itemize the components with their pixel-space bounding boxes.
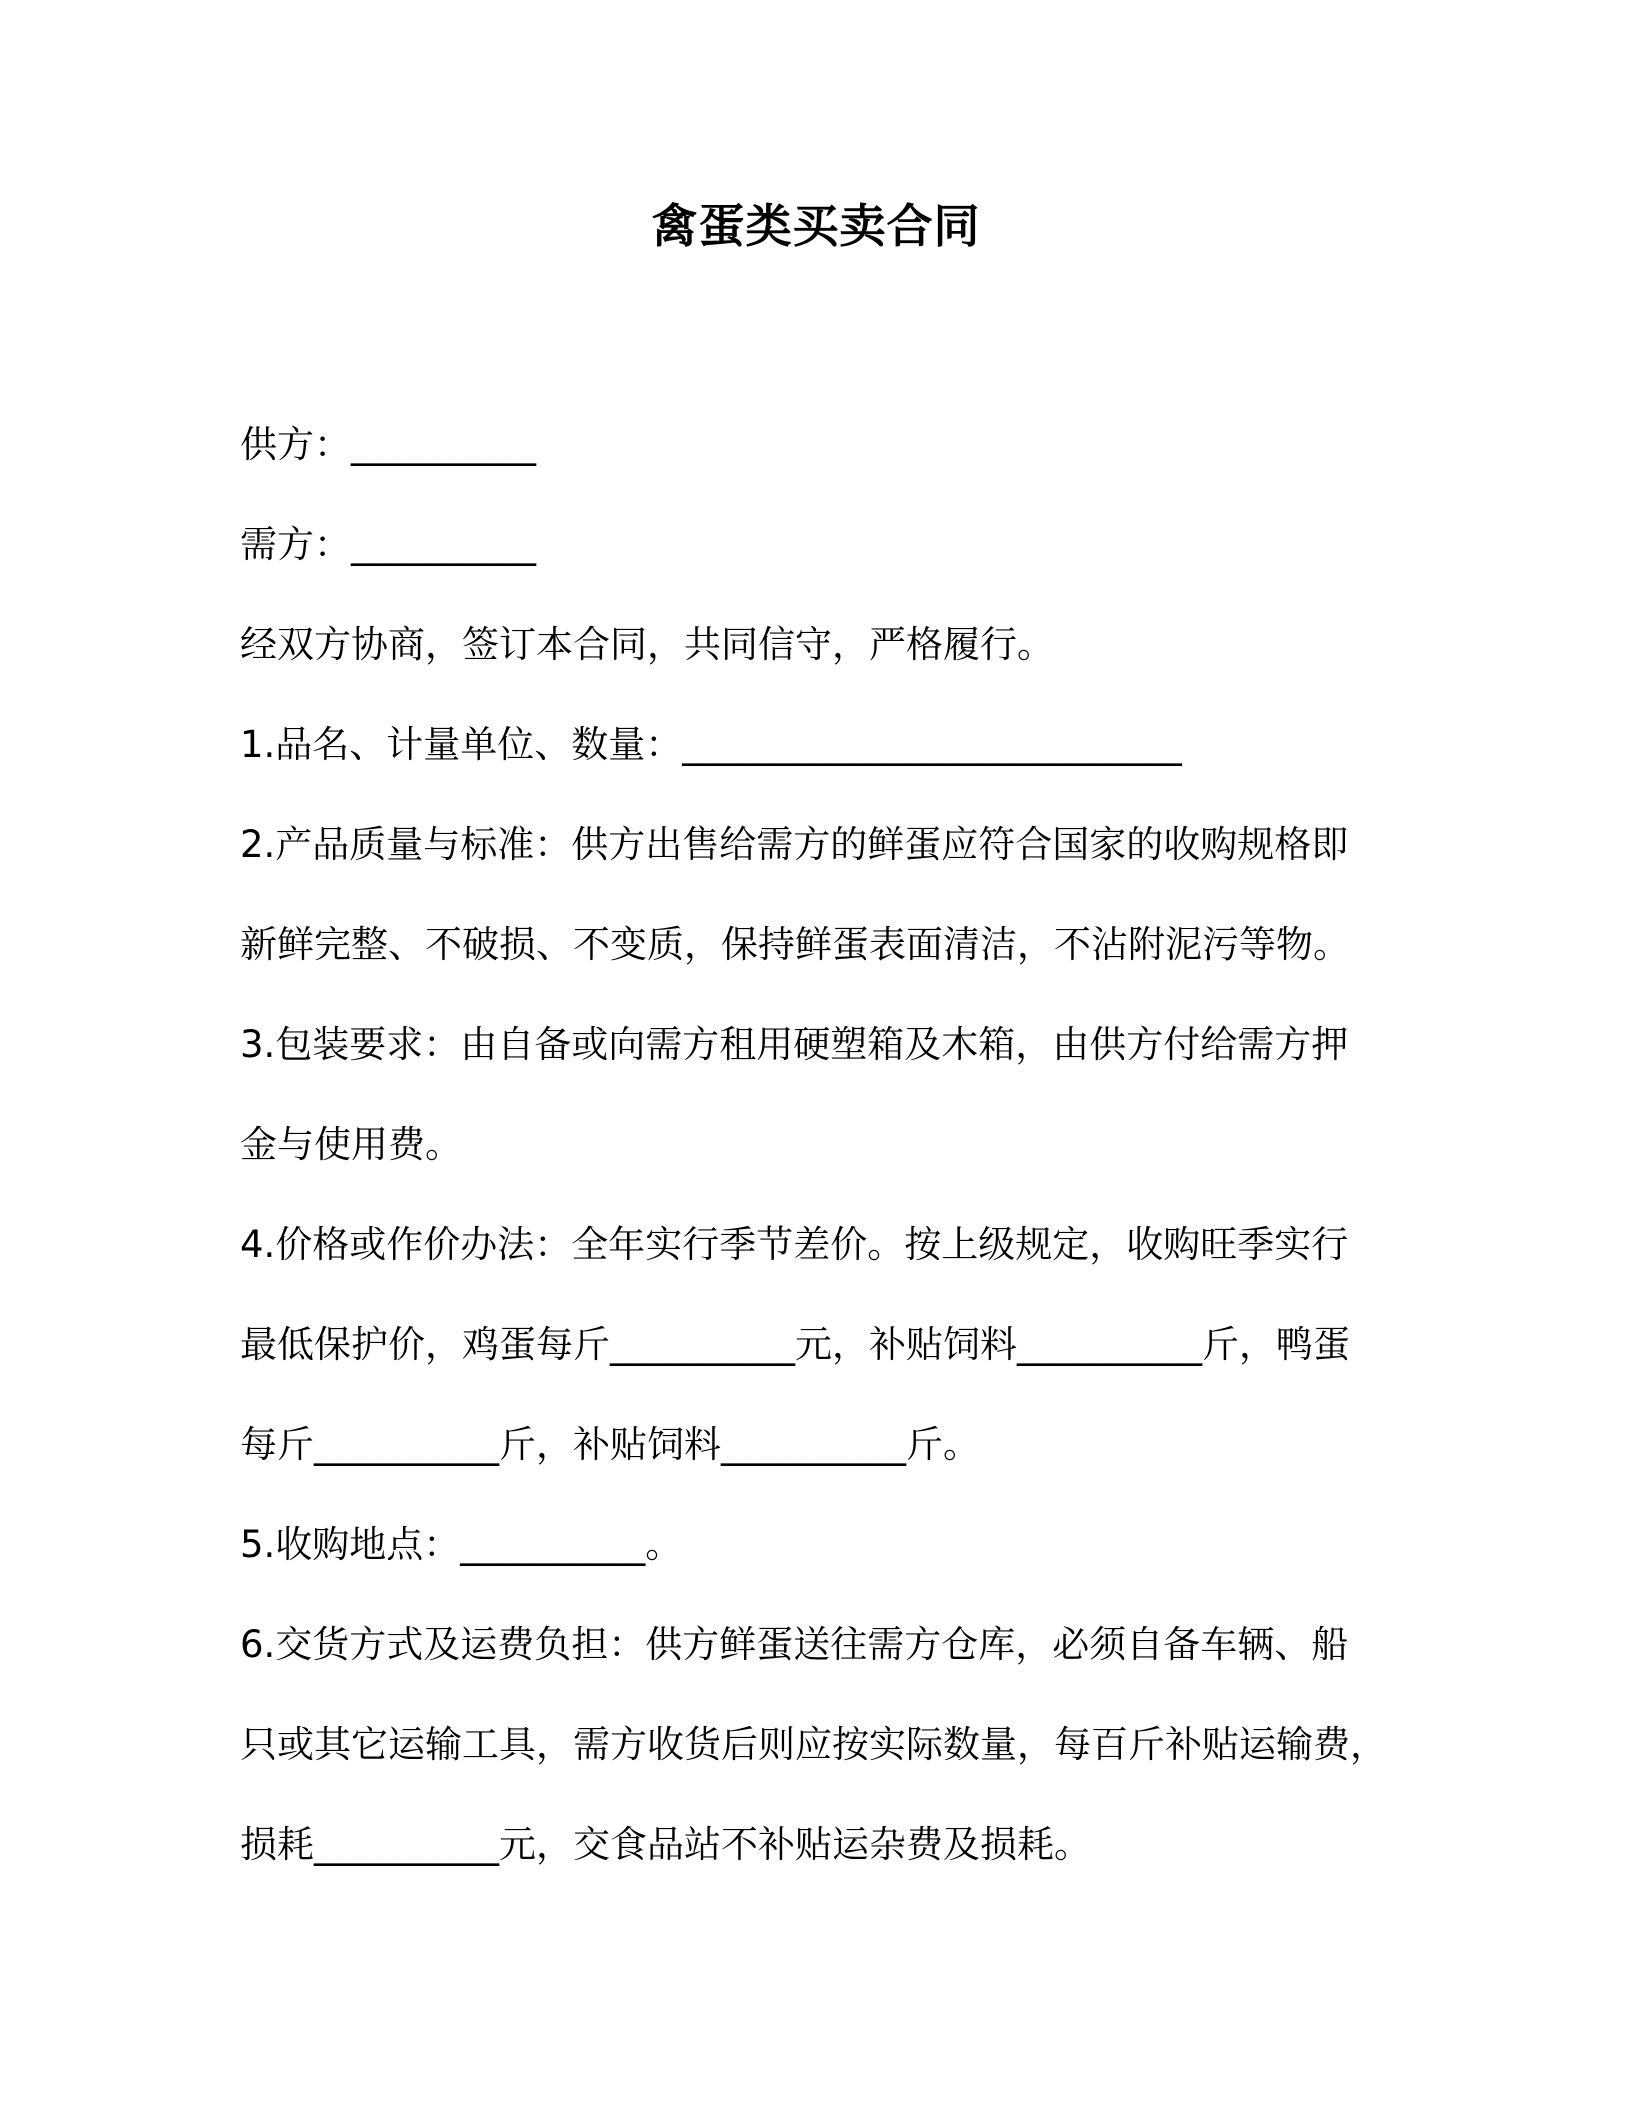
clause-4-line-1: 4.价格或作价办法：全年实行季节差价。按上级规定，收购旺季实行 — [240, 1223, 1349, 1266]
preamble-line: 经双方协商，签订本合同，共同信守，严格履行。 — [240, 623, 1054, 666]
supplier-line: 供方：__________ — [240, 423, 536, 466]
clause-4-line-3: 每斤__________斤，补贴饲料__________斤。 — [240, 1423, 980, 1466]
buyer-line: 需方：__________ — [240, 523, 536, 566]
clause-3-line-2: 金与使用费。 — [240, 1123, 462, 1166]
clause-6-line-1: 6.交货方式及运费负担：供方鲜蛋送往需方仓库，必须自备车辆、船 — [240, 1623, 1349, 1666]
clause-5-line: 5.收购地点：__________。 — [240, 1523, 683, 1566]
clause-1-line: 1.品名、计量单位、数量：___________________________ — [240, 723, 1182, 766]
clause-6-line-2: 只或其它运输工具，需方收货后则应按实际数量，每百斤补贴运输费， — [240, 1723, 1387, 1766]
clause-2-line-2: 新鲜完整、不破损、不变质，保持鲜蛋表面清洁，不沾附泥污等物。 — [240, 923, 1350, 966]
clause-2-line-1: 2.产品质量与标准：供方出售给需方的鲜蛋应符合国家的收购规格即 — [240, 823, 1349, 866]
document-title: 禽蛋类买卖合同 — [651, 199, 981, 253]
clause-3-line-1: 3.包装要求：由自备或向需方租用硬塑箱及木箱，由供方付给需方押 — [240, 1023, 1349, 1066]
clause-4-line-2: 最低保护价，鸡蛋每斤__________元，补贴饲料__________斤，鸭蛋 — [240, 1323, 1350, 1366]
clause-6-line-3: 损耗__________元，交食品站不补贴运杂费及损耗。 — [240, 1823, 1091, 1866]
